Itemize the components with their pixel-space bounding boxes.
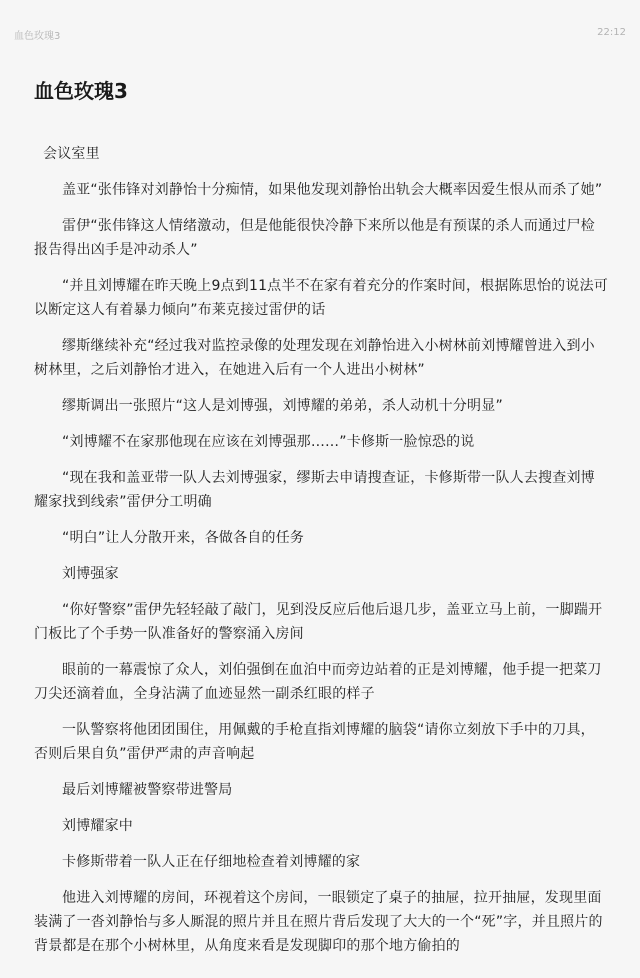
paragraph: 最后刘博耀被警察带进警局 [62,782,233,798]
chapter-content[interactable] [34,142,609,970]
paragraph: 卡修斯带着一队人正在仔细地检查着刘博耀的家 [62,854,361,870]
paragraph: 盖亚“张伟锋对刘静怡十分痴情，如果他发现刘静怡出轨会大概率因爱生恨从而杀了她” [62,182,603,198]
paragraph: 眼前的一幕震惊了众人，刘伯强倒在血泊中而旁边站着的正是刘博耀，他手提一把菜刀刀尖还滴着血，全身沾满了血迹显然一副杀红眼的样子 [34,662,602,702]
paragraph: 一队警察将他团团围住，用佩戴的手枪直指刘博耀的脑袋“请你立刻放下手中的刀具，否则后果自负”雷伊严肃的声音响起 [34,722,595,762]
paragraph: 雷伊“张伟锋这人情绪激动，但是他能很快冷静下来所以他是有预谋的杀人而通过尸检报告得出凶手是冲动杀人” [34,218,595,258]
status-time: 22:12 [597,27,626,38]
status-book-title: 血色玫瑰3 [14,31,61,42]
paragraph: “刘博耀不在家那他现在应该在刘博强那……”卡修斯一脸惊恐的说 [62,434,475,450]
paragraph: “并且刘博耀在昨天晚上9点到11点半不在家有着充分的作案时间，根据陈思怡的说法可以断定这人有着暴力倾向”布莱克接过雷伊的话 [34,278,608,318]
paragraph: “现在我和盖亚带一队人去刘博强家，缪斯去申请搜查证，卡修斯带一队人去搜查刘博耀家找到线索”雷伊分工明确 [34,470,595,510]
paragraph: 刘博强家 [62,566,119,582]
paragraph: 缪斯调出一张照片“这人是刘博强，刘博耀的弟弟，杀人动机十分明显” [62,398,503,414]
chapter-title: 血色玫瑰3 [34,79,128,103]
paragraph: 缪斯继续补充“经过我对监控录像的处理发现在刘静怡进入小树林前刘博耀曾进入到小树林里，之后刘静怡才进入，在她进入后有一个人进出小树林” [34,338,595,378]
paragraph: 他进入刘博耀的房间，环视着这个房间，一眼锁定了桌子的抽屉，拉开抽屉，发现里面装满了一沓刘静怡与多人厮混的照片并且在照片背后发现了大大的一个“死”字，并且照片的背景都是在那个小树林里，从角度来看是发现脚印的那个地方偷拍的 [34,890,603,954]
paragraph: 会议室里 [43,146,100,162]
paragraph: 刘博耀家中 [62,818,133,834]
status-bar [0,0,640,40]
paragraph: “你好警察”雷伊先轻轻敲了敲门，见到没反应后他后退几步，盖亚立马上前，一脚踹开门板比了个手势一队准备好的警察涌入房间 [34,602,603,642]
paragraph: “明白”让人分散开来，各做各自的任务 [62,530,305,546]
